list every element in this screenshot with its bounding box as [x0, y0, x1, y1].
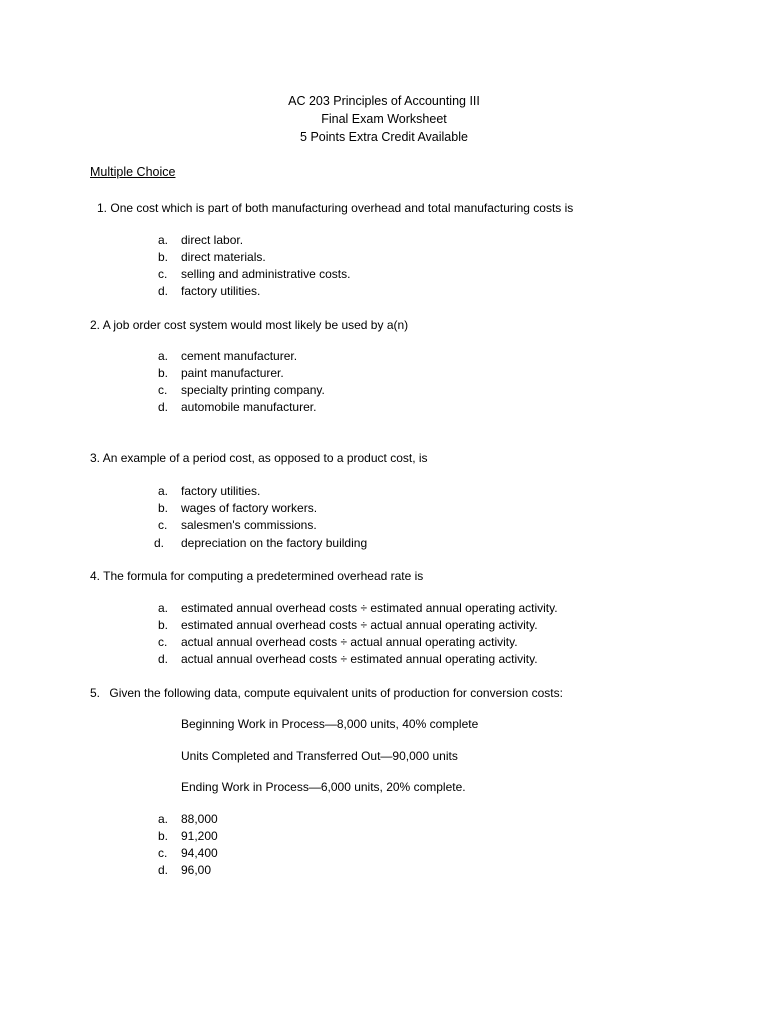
option-letter: d.	[158, 400, 169, 414]
option-letter: c.	[158, 518, 168, 532]
option-letter: a.	[158, 812, 169, 826]
option-letter: b.	[158, 618, 169, 632]
option-letter: a.	[158, 233, 169, 247]
option-text: depreciation on the factory building	[181, 536, 368, 550]
worksheet-title: Final Exam Worksheet	[321, 112, 447, 126]
question-2	[90, 318, 408, 332]
option-text: actual annual overhead costs ÷ estimated annual operating activity.	[181, 652, 538, 666]
question-number: 1.	[97, 201, 108, 215]
question-number: 3.	[90, 451, 101, 465]
question-number: 4.	[90, 569, 101, 583]
option-letter: b.	[158, 829, 169, 843]
question-text: An example of a period cost, as opposed to a product cost, is	[102, 451, 428, 465]
extra-credit-note: 5 Points Extra Credit Available	[300, 130, 468, 144]
option-letter: d.	[158, 863, 169, 877]
data-line-beginning-wip: Beginning Work in Process—8,000 units, 40% complete	[181, 717, 479, 731]
question-text: A job order cost system would most likely be used by a(n)	[102, 318, 409, 332]
question-4	[90, 569, 423, 583]
option-text: direct materials.	[181, 250, 266, 264]
option-text: direct labor.	[181, 233, 244, 247]
option-letter: d.	[158, 284, 169, 298]
option-letter: d.	[154, 536, 165, 550]
option-text: 96,00	[181, 863, 212, 877]
option-letter: a.	[158, 484, 169, 498]
option-text: factory utilities.	[181, 484, 261, 498]
question-number: 2.	[90, 318, 101, 332]
option-text: estimated annual overhead costs ÷ actual annual operating activity.	[181, 618, 538, 632]
option-letter: c.	[158, 267, 168, 281]
option-text: cement manufacturer.	[181, 349, 298, 363]
document-header	[0, 92, 768, 146]
option-text: actual annual overhead costs ÷ actual annual operating activity.	[181, 635, 518, 649]
option-letter: a.	[158, 601, 169, 615]
option-text: selling and administrative costs.	[181, 267, 351, 281]
data-line-units-transferred: Units Completed and Transferred Out—90,000 units	[181, 749, 458, 763]
question-3	[90, 451, 428, 465]
option-text: 91,200	[181, 829, 218, 843]
option-letter: b.	[158, 366, 169, 380]
option-text: automobile manufacturer.	[181, 400, 317, 414]
question-text: Given the following data, compute equivalent units of production for conversion costs:	[109, 686, 563, 700]
option-text: 94,400	[181, 846, 218, 860]
option-letter: d.	[158, 652, 169, 666]
course-title: AC 203 Principles of Accounting III	[288, 94, 480, 108]
option-text: estimated annual overhead costs ÷ estimated annual operating activity.	[181, 601, 558, 615]
question-text: The formula for computing a predetermined overhead rate is	[103, 569, 424, 583]
option-letter: b.	[158, 501, 169, 515]
option-text: factory utilities.	[181, 284, 261, 298]
section-title: Multiple Choice	[90, 165, 176, 179]
option-text: 88,000	[181, 812, 218, 826]
question-1	[97, 201, 573, 215]
option-text: salesmen's commissions.	[181, 518, 317, 532]
question-text: One cost which is part of both manufacturing overhead and total manufacturing costs is	[110, 201, 574, 215]
option-letter: c.	[158, 635, 168, 649]
option-text: specialty printing company.	[181, 383, 325, 397]
option-text: wages of factory workers.	[181, 501, 318, 515]
option-letter: b.	[158, 250, 169, 264]
question-number: 5.	[90, 686, 101, 700]
option-letter: a.	[158, 349, 169, 363]
option-letter: c.	[158, 383, 168, 397]
question-5	[90, 686, 563, 700]
option-letter: c.	[158, 846, 168, 860]
data-line-ending-wip: Ending Work in Process—6,000 units, 20% complete.	[181, 780, 466, 794]
option-text: paint manufacturer.	[181, 366, 284, 380]
